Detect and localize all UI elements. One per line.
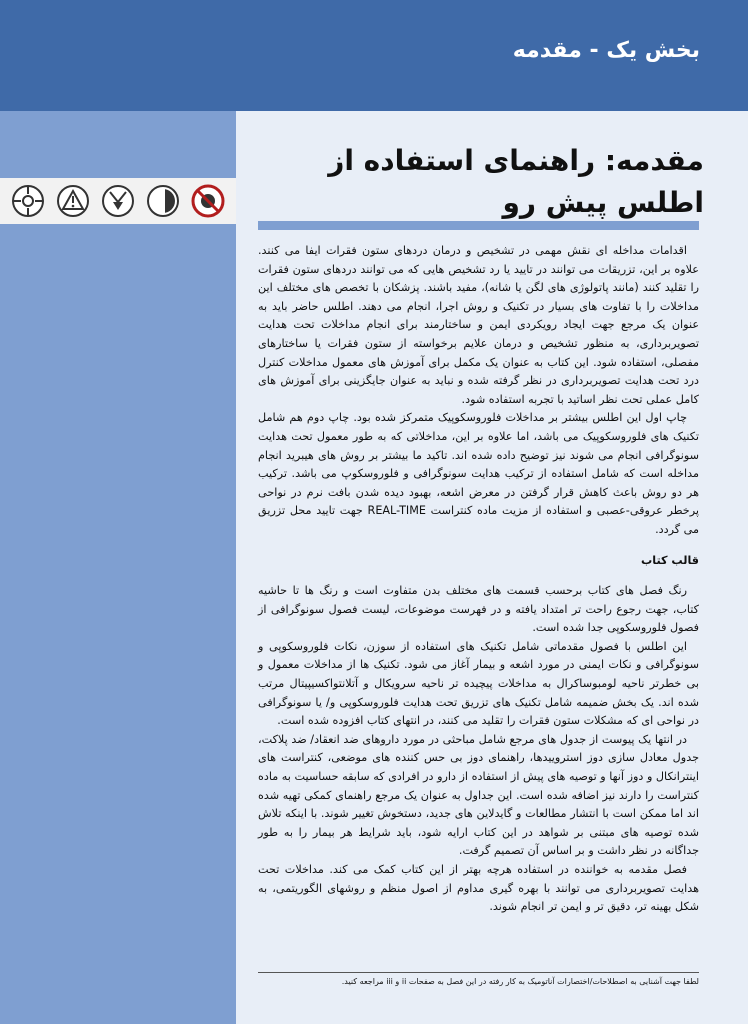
heading-line-1: مقدمه: راهنمای استفاده از [328,144,704,177]
heading-rule [258,221,699,230]
footnote: لطفا جهت آشنایی به اصطلاحات/اختصارات آناتومیک به کار رفته در این فصل به صفحات ii و iii مراجعه کنید. [341,977,699,986]
paragraph: فصل مقدمه به خواننده در استفاده هرچه بهتر از این کتاب کمک می کند. مداخلات تحت هدایت تصویربرداری می توانند با بهره گیری مداوم از اصول منظم و روشهای الگوریتمی، به شکل بهینه تر، دقیق تر و ایمن تر انجام شوند. [258,863,699,914]
paragraph: چاپ اول این اطلس بیشتر بر مداخلات فلوروسکوپیک متمرکز شده بود. چاپ دوم هم شامل تکنیک های فلوروسکوپیک می باشد، اما علاوه بر این، مداخلاتی که به طور معمول تحت هدایت سونوگرافی انجام می شوند نیز توضیح داده شده اند. تاکید ما بیشتر بر روش های هیبرید انجام مداخله است که شامل استفاده از ترکیب هدایت سونوگرافی و فلوروسکوپ می باشد. ترکیب هر دو روش باعث کاهش قرار گرفتن در معرض اشعه، بهبود دیده شدن بافت نرم در نواحی پرخطر عروقی-عصبی و استفاده از مزیت ماده کنتراست REAL-TIME جهت تایید محل تزریق می گردد. [258,411,699,536]
target-icon [10,183,46,219]
header-band [0,0,748,111]
chapter-title: بخش یک - مقدمه [512,38,700,63]
footnote-rule [258,972,699,973]
prohibited-icon [190,183,226,219]
warning-icon [55,183,91,219]
paragraph: این اطلس با فصول مقدماتی شامل تکنیک های استفاده از سوزن، نکات فلوروسکوپی و سونوگرافی و نکات ایمنی در مورد اشعه و بیمار آغاز می شود. تکنیک ها از مداخلات معمول و بی خطرتر ناحیه لومبوساکرال به مداخلات پیچیده تر ناحیه سرویکال و آتلانتواکسیپیتال مرتب شده اند. یک بخش ضمیمه شامل تکنیک های تزریق تحت هدایت فلوروسکوپی و/ یا سونوگرافی در نواحی ای که مشکلات ستون فقرات را تقلید می کنند، در انتهای کتاب افزوده شده است. [258,639,699,728]
paragraph: رنگ فصل های کتاب برحسب قسمت های مختلف بدن متفاوت است و رنگ ها تا حاشیه کتاب، جهت رجوع راحت تر امتداد یافته و در فهرست موضوعات، لیست فصول سونوگرافی از فصول فلوروسکوپی جدا شده است. [258,584,699,635]
icon-strip [0,178,236,224]
page-heading [264,140,704,224]
downward-arrow-icon [100,183,136,219]
heading-line-2: اطلس پیش رو [502,186,704,219]
paragraph: اقدامات مداخله ای نقش مهمی در تشخیص و درمان دردهای ستون فقرات ایفا می کنند. علاوه بر این، تزریقات می توانند در تایید یا رد تشخیص هایی که می توانند دردهای ستون فقرات را تقلید کنند (مانند پاتولوژی های لگن یا شانه)، مفید باشند. پزشکان با تخصص های مختلف این مداخلات را با تفاوت های بسیار در تکنیک و روش اجرا، انجام می دهند. اطلس حاضر باید به عنوان یک مرجع جهت ایجاد رویکردی ایمن و ساختارمند برای انجام مداخلات تحت هدایت تصویربرداری، به منظور تشخیص و درمان علایم برخواسته از ستون فقرات یا ساختارهای مفصلی، استفاده شود. این کتاب به عنوان یک مکمل برای آموزش های معمول مداخلات کنترل درد تحت هدایت تصویربرداری در نظر گرفته شده و نباید به عنوان جایگزینی برای آموزش های کامل عملی تحت نظر اساتید با تجربه استفاده شود. [258,244,699,406]
sidebar-band [0,111,236,1024]
body-text [258,242,699,917]
paragraph: در انتها یک پیوست از جدول های مرجع شامل مباحثی در مورد داروهای ضد انعقاد/ ضد پلاکت، جدول معادل سازی دوز استروییدها، راهنمای دوز بی حس کننده های موضعی، کنتراست های اینترانکال و دوز آنها و توصیه های پیش از استفاده از دارو در افرادی که سابقه حساسیت به ماده کنتراست را دارند نیز اضافه شده است. این جداول به عنوان یک مرجع راهنمای کمکی تهیه شده اند اما ممکن است با انتشار مطالعات و گایدلاین های جدید، دستخوش تغییر شوند. با اینکه تلاش شده توصیه های مبتنی بر شواهد در این کتاب ارایه شود، باید شرایط هر بیمار را به طور جداگانه در نظر داشت و بر اساس آن تصمیم گرفت. [258,732,699,858]
section-title: قالب کتاب [641,553,699,567]
half-circle-icon [145,183,181,219]
